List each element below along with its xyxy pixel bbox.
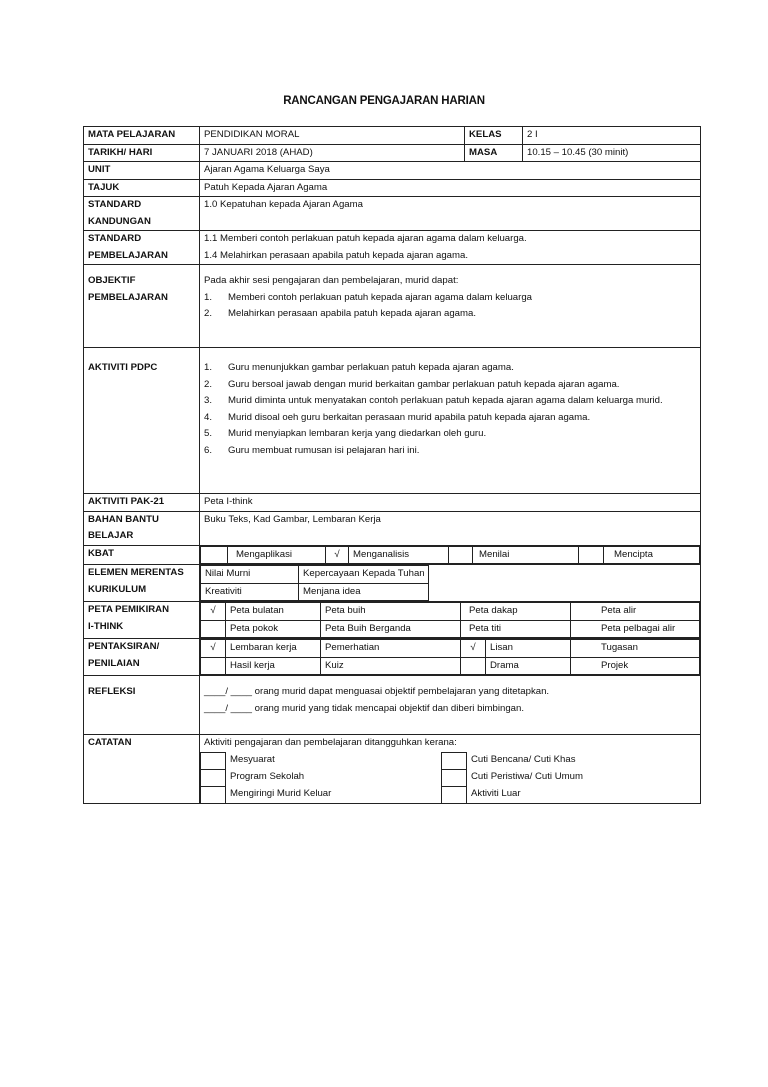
row-aktiviti-pdpc [84, 348, 701, 494]
refleksi-content [200, 676, 701, 735]
catatan-program-sekolah: Program Sekolah [230, 771, 305, 783]
sp-label-line1: STANDARD [88, 233, 142, 244]
sk-label-line2: KANDUNGAN [88, 215, 151, 227]
objektif-intro: Pada akhir sesi pengajaran dan pembelajaran, murid dapat: [204, 275, 459, 286]
peta-bulatan: Peta bulatan [226, 603, 321, 621]
pentaksiran-drama: Drama [486, 657, 571, 675]
kbat-options [200, 545, 701, 565]
kbat-box-mencipta[interactable] [579, 546, 604, 564]
kbat-mencipta: Mencipta [604, 546, 700, 564]
list-item: 2. Melahirkan perasaan apabila patuh kepada ajaran agama. [204, 308, 477, 319]
pentaksiran-kuiz: Kuiz [321, 657, 461, 675]
catatan-box-mesyuarat[interactable] [201, 752, 226, 769]
sp-value [200, 231, 701, 265]
pentaksiran-box-drama[interactable] [461, 657, 486, 675]
catatan-aktiviti-luar: Aktiviti Luar [471, 788, 521, 799]
lesson-plan-table [83, 126, 701, 804]
tarikh-label: TARIKH/ HARI [84, 144, 200, 162]
catatan-box-cuti-bencana[interactable] [442, 752, 467, 769]
catatan-content [200, 735, 701, 804]
bahan-label: BAHAN BANTU BELAJAR [84, 511, 200, 545]
elemen-options [200, 565, 701, 602]
objektif-label-line2: PEMBELAJARAN [88, 291, 168, 303]
refleksi-line1[interactable]: ____/ ____ orang murid dapat menguasai objektif pembelajaran yang ditetapkan. [204, 686, 550, 697]
catatan-mesyuarat: Mesyuarat [230, 754, 275, 766]
peta-label: PETA PEMIKIRAN I-THINK [84, 602, 200, 639]
kbat-menilai: Menilai [473, 546, 579, 564]
objektif-list [204, 290, 696, 323]
elemen-label: ELEMEN MERENTAS KURIKULUM [84, 565, 200, 602]
refleksi-label: REFLEKSI [84, 676, 200, 735]
pentaksiran-lembaran-kerja: Lembaran kerja [226, 640, 321, 658]
pentaksiran-label: PENTAKSIRAN/ PENILAIAN [84, 639, 200, 676]
elemen-kreativiti: Kreativiti [201, 583, 299, 601]
peta-pokok: Peta pokok [226, 620, 321, 638]
peta-options [200, 602, 701, 639]
kbat-box-mengaplikasi[interactable] [201, 546, 228, 564]
mata-label: MATA PELAJARAN [84, 127, 200, 145]
catatan-box-cuti-peristiwa[interactable] [442, 769, 467, 786]
aktiviti-label: AKTIVITI PDPC [84, 348, 200, 494]
catatan-box-program[interactable] [201, 769, 226, 786]
catatan-cuti-peristiwa: Cuti Peristiwa/ Cuti Umum [471, 771, 583, 783]
sp-label-line2: PEMBELAJARAN [88, 249, 168, 261]
pentaksiran-hasil-kerja: Hasil kerja [226, 657, 321, 675]
sp-value-line1: 1.1 Memberi contoh perlakuan patuh kepada ajaran agama dalam keluarga. [204, 233, 527, 244]
catatan-box-aktiviti-luar[interactable] [442, 786, 467, 803]
peta-check-bulatan[interactable]: √ [201, 603, 226, 621]
row-unit [84, 162, 701, 180]
kbat-check-menganalisis[interactable]: √ [326, 546, 349, 564]
row-bahan [84, 511, 701, 545]
list-item: 2. Guru bersoal jawab dengan murid berkaitan gambar perlakuan patuh kepada ajaran agama. [204, 378, 620, 390]
objektif-label-line1: OBJEKTIF [88, 275, 136, 286]
unit-value: Ajaran Agama Keluarga Saya [200, 162, 701, 180]
list-item: 1. Guru menunjukkan gambar perlakuan patuh kepada ajaran agama. [204, 362, 514, 373]
aktiviti-content [200, 348, 701, 494]
sp-value-line2: 1.4 Melahirkan perasaan apabila patuh kepada ajaran agama. [204, 249, 469, 261]
catatan-box-mengiringi[interactable] [201, 786, 226, 803]
objektif-content [200, 265, 701, 348]
kbat-mengaplikasi: Mengaplikasi [228, 546, 326, 564]
row-tajuk [84, 179, 701, 197]
peta-titi: Peta titi [461, 620, 571, 638]
elemen-menjana-idea: Menjana idea [299, 583, 429, 601]
pentaksiran-check-lembaran[interactable]: √ [201, 640, 226, 658]
sk-label-line1: STANDARD [88, 199, 142, 210]
list-item: 5. Murid menyiapkan lembaran kerja yang diedarkan oleh guru. [204, 428, 487, 439]
page-title: RANCANGAN PENGAJARAN HARIAN [283, 95, 485, 107]
unit-label: UNIT [84, 162, 200, 180]
pentaksiran-check-lisan[interactable]: √ [461, 640, 486, 658]
catatan-label: CATATAN [84, 735, 200, 804]
objektif-label [84, 265, 200, 348]
peta-alir: Peta alir [571, 603, 700, 621]
row-standard-pembelajaran [84, 231, 701, 265]
pentaksiran-box-hasil[interactable] [201, 657, 226, 675]
pentaksiran-tugasan: Tugasan [571, 640, 700, 658]
pak21-value: Peta I-think [200, 494, 701, 512]
refleksi-line2[interactable]: ____/ ____ orang murid yang tidak mencapai objektif dan diberi bimbingan. [204, 702, 524, 714]
sp-label [84, 231, 200, 265]
pentaksiran-projek: Projek [571, 657, 700, 675]
catatan-mengiringi: Mengiringi Murid Keluar [230, 788, 332, 799]
row-mata-pelajaran [84, 127, 701, 145]
pentaksiran-lisan: Lisan [486, 640, 571, 658]
peta-pelbagai-alir: Peta pelbagai alir [571, 620, 700, 638]
masa-label: MASA [465, 144, 523, 162]
row-pentaksiran [84, 639, 701, 676]
row-standard-kandungan [84, 197, 701, 231]
elemen-kepercayaan: Kepercayaan Kepada Tuhan [299, 566, 429, 584]
sk-label [84, 197, 200, 231]
peta-box-pokok[interactable] [201, 620, 226, 638]
pak21-label: AKTIVITI PAK-21 [84, 494, 200, 512]
pentaksiran-options [200, 639, 701, 676]
elemen-nilai-murni: Nilai Murni [201, 566, 299, 584]
kbat-label: KBAT [84, 545, 200, 565]
catatan-cuti-bencana: Cuti Bencana/ Cuti Khas [471, 754, 576, 766]
list-item: 6. Guru membuat rumusan isi pelajaran hari ini. [204, 444, 420, 456]
catatan-intro: Aktiviti pengajaran dan pembelajaran ditangguhkan kerana: [204, 737, 457, 748]
list-item: 4. Murid disoal oeh guru berkaitan perasaan murid apabila patuh kepada ajaran agama. [204, 411, 591, 423]
tarikh-value: 7 JANUARI 2018 (AHAD) [200, 144, 465, 162]
list-item: 1. Memberi contoh perlakuan patuh kepada ajaran agama dalam keluarga [204, 291, 532, 303]
kbat-box-menilai[interactable] [449, 546, 473, 564]
kbat-menganalisis: Menganalisis [349, 546, 449, 564]
peta-dakap: Peta dakap [461, 603, 571, 621]
row-objektif [84, 265, 701, 348]
row-kbat [84, 545, 701, 565]
list-item: 3. Murid diminta untuk menyatakan contoh perlakuan patuh kepada ajaran agama dalam keluarga murid. [204, 395, 663, 406]
row-peta-pemikiran [84, 602, 701, 639]
row-pak21 [84, 494, 701, 512]
peta-buih: Peta buih [321, 603, 461, 621]
row-refleksi [84, 676, 701, 735]
tajuk-value: Patuh Kepada Ajaran Agama [200, 179, 701, 197]
masa-value: 10.15 – 10.45 (30 minit) [523, 144, 701, 162]
bahan-value: Buku Teks, Kad Gambar, Lembaran Kerja [200, 511, 701, 545]
aktiviti-list [204, 360, 696, 459]
tajuk-label: TAJUK [84, 179, 200, 197]
kelas-label: KELAS [465, 127, 523, 145]
kelas-value: 2 I [523, 127, 701, 145]
row-tarikh [84, 144, 701, 162]
row-catatan [84, 735, 701, 804]
row-elemen [84, 565, 701, 602]
mata-value: PENDIDIKAN MORAL [200, 127, 465, 145]
sk-value: 1.0 Kepatuhan kepada Ajaran Agama [200, 197, 701, 231]
peta-buih-berganda: Peta Buih Berganda [321, 620, 461, 638]
pentaksiran-pemerhatian: Pemerhatian [321, 640, 461, 658]
